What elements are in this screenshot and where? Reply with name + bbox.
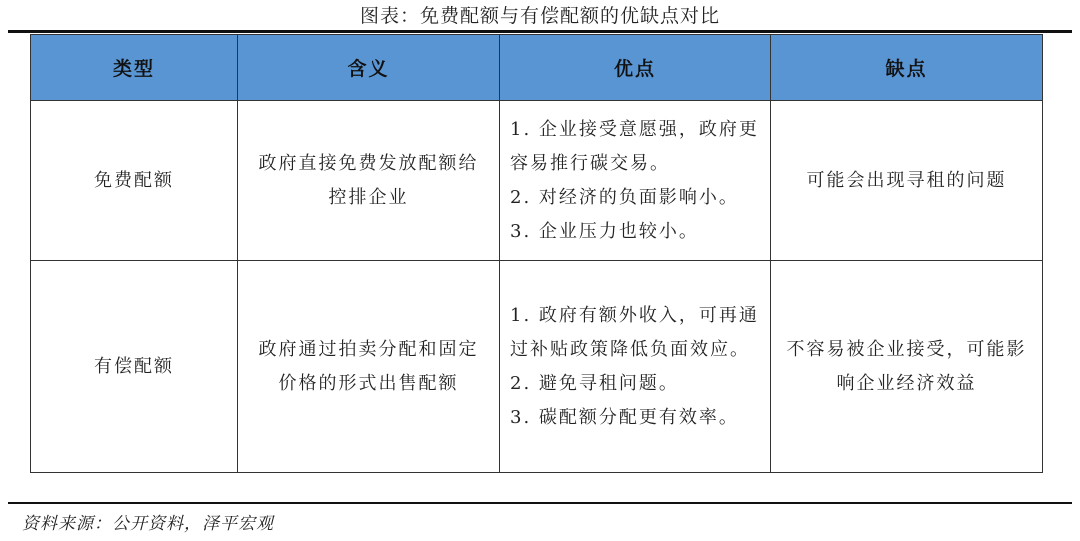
- table-row-free-quota: [31, 101, 1043, 261]
- cell-type: 有偿配额: [31, 261, 238, 473]
- cell-cons: 不容易被企业接受，可能影响企业经济效益: [771, 261, 1043, 473]
- table-row-paid-quota: [31, 261, 1043, 473]
- pros-item: 3. 企业压力也较小。: [510, 220, 699, 242]
- table-header-row: [31, 35, 1043, 101]
- header-type: 类型: [31, 35, 238, 101]
- source-note: 资料来源：公开资料，泽平宏观: [22, 514, 274, 534]
- cell-pros: [500, 101, 771, 261]
- cell-pros: [500, 261, 771, 473]
- cell-cons: 可能会出现寻租的问题: [771, 101, 1043, 261]
- pros-item: 2. 避免寻租问题。: [510, 372, 679, 394]
- pros-item: 2. 对经济的负面影响小。: [510, 186, 739, 208]
- cell-type: 免费配额: [31, 101, 238, 261]
- table-caption: 图表：免费配额与有偿配额的优缺点对比: [359, 5, 720, 27]
- cell-meaning: 政府通过拍卖分配和固定价格的形式出售配额: [238, 261, 500, 473]
- header-cons: 缺点: [771, 35, 1043, 101]
- pros-item: 3. 碳配额分配更有效率。: [510, 406, 739, 428]
- header-pros: 优点: [500, 35, 771, 101]
- cell-meaning: 政府直接免费发放配额给控排企业: [238, 101, 500, 261]
- top-rule: [8, 30, 1072, 33]
- header-meaning: 含义: [238, 35, 500, 101]
- comparison-table: [30, 34, 1043, 473]
- pros-item: 1. 政府有额外收入，可再通过补贴政策降低负面效应。: [510, 304, 759, 360]
- pros-item: 1. 企业接受意愿强，政府更容易推行碳交易。: [510, 118, 759, 174]
- bottom-rule: [8, 502, 1072, 504]
